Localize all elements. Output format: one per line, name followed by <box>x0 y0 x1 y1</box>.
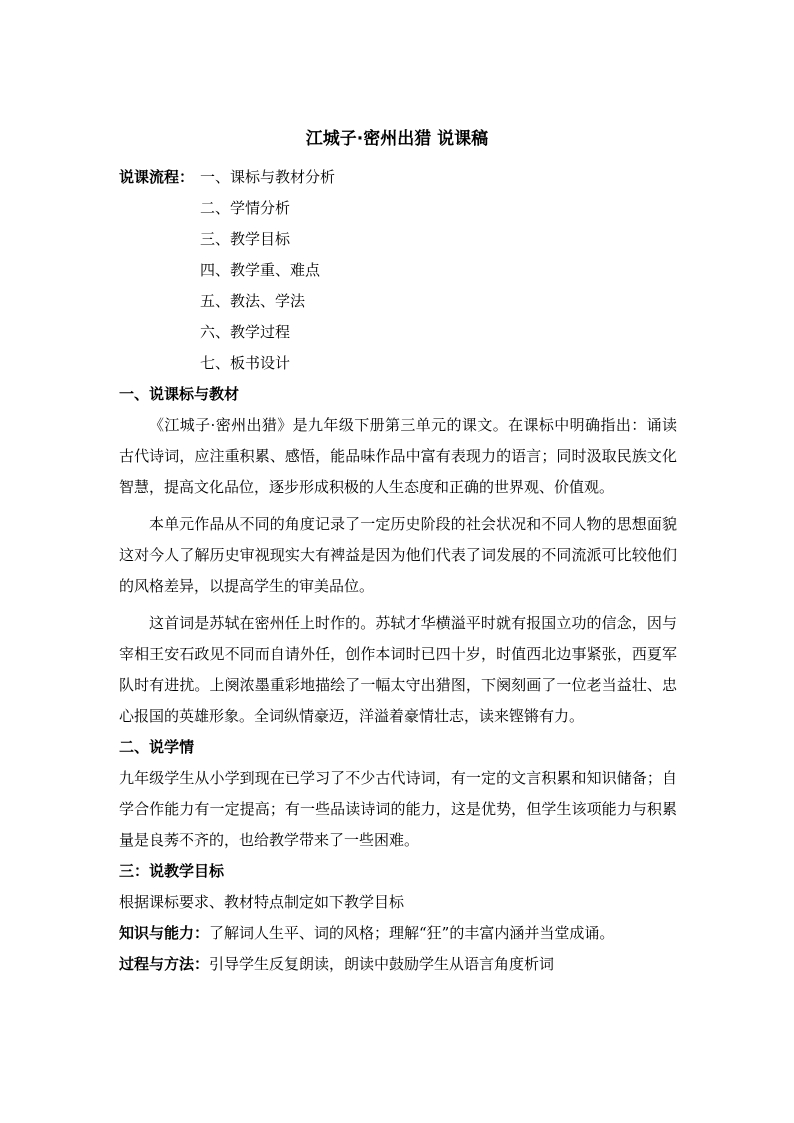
goal-text: 了解词人生平、词的风格；理解“狂”的丰富内涵并当堂成诵。 <box>209 924 615 942</box>
goal-text: 引导学生反复朗读，朗读中鼓励学生从语言角度析词 <box>209 955 555 973</box>
lesson-flow-item: 六、教学过程 <box>200 323 291 341</box>
goal-process-method <box>119 949 677 980</box>
lesson-flow-item: 七、板书设计 <box>200 354 291 372</box>
document-body <box>119 379 677 980</box>
lesson-flow-row <box>119 317 679 348</box>
goals-intro: 根据课标要求、教材特点制定如下教学目标 <box>119 893 405 911</box>
paragraph: 《江城子·密州出猎》是九年级下册第三单元的课文。在课标中明确指出：诵读古代诗词，应注重积累、感悟，能品味作品中富有表现力的语言；同时汲取民族文化智慧，提高文化品位，逐步形成积极的人生态度和正确的世界观、价值观。 <box>119 416 677 496</box>
paragraph: 这首词是苏轼在密州任上时作的。苏轼才华横溢平时就有报国立功的信念，因与宰相王安石政见不同而自请外任，创作本词时已四十岁，时值西北边事紧张，西夏军队时有进扰。上阕浓墨重彩地描绘了一幅太守出猎图，下阕刻画了一位老当益壮、忠心报国的英雄形象。全词纵情豪迈，洋溢着豪情壮志，读来铿锵有力。 <box>119 614 677 725</box>
paragraph: 九年级学生从小学到现在已学习了不少古代诗词，有一定的文言积累和知识储备；自学合作能力有一定提高；有一些品读诗词的能力，这是优势，但学生该项能力与积累量是良莠不齐的，也给教学带来了一些困难。 <box>119 769 677 849</box>
lesson-flow-item: 三、教学目标 <box>200 230 291 248</box>
lesson-flow-row <box>119 286 679 317</box>
section-student-analysis <box>119 732 677 856</box>
lesson-flow-item: 四、教学重、难点 <box>200 261 321 279</box>
goal-label: 过程与方法： <box>119 955 210 973</box>
lesson-flow-item: 五、教法、学法 <box>200 292 306 310</box>
lesson-flow-item: 二、学情分析 <box>200 199 291 217</box>
lesson-flow-item: 一、课标与教材分析 <box>200 168 336 186</box>
document-title: 江城子·密州出猎 说课稿 <box>305 129 489 149</box>
lesson-flow-row <box>119 348 679 379</box>
paragraph: 本单元作品从不同的角度记录了一定历史阶段的社会状况和不同人物的思想面貌这对今人了解历史审视现实大有裨益是因为他们代表了词发展的不同流派可比较他们的风格差异，以提高学生的审美品位。 <box>119 515 677 595</box>
lesson-flow-row <box>119 162 679 193</box>
section-curriculum-textbook <box>119 379 677 732</box>
lesson-flow-row <box>119 193 679 224</box>
lesson-flow <box>119 162 679 379</box>
lesson-flow-row <box>119 224 679 255</box>
lesson-flow-label: 说课流程： <box>119 168 195 186</box>
goal-label: 知识与能力： <box>119 924 210 942</box>
goal-knowledge-ability <box>119 918 677 949</box>
section-heading: 三：说教学目标 <box>119 862 225 880</box>
section-heading: 二、说学情 <box>119 738 195 756</box>
section-heading: 一、说课标与教材 <box>119 385 240 403</box>
section-teaching-goals <box>119 856 677 980</box>
lesson-flow-row <box>119 255 679 286</box>
